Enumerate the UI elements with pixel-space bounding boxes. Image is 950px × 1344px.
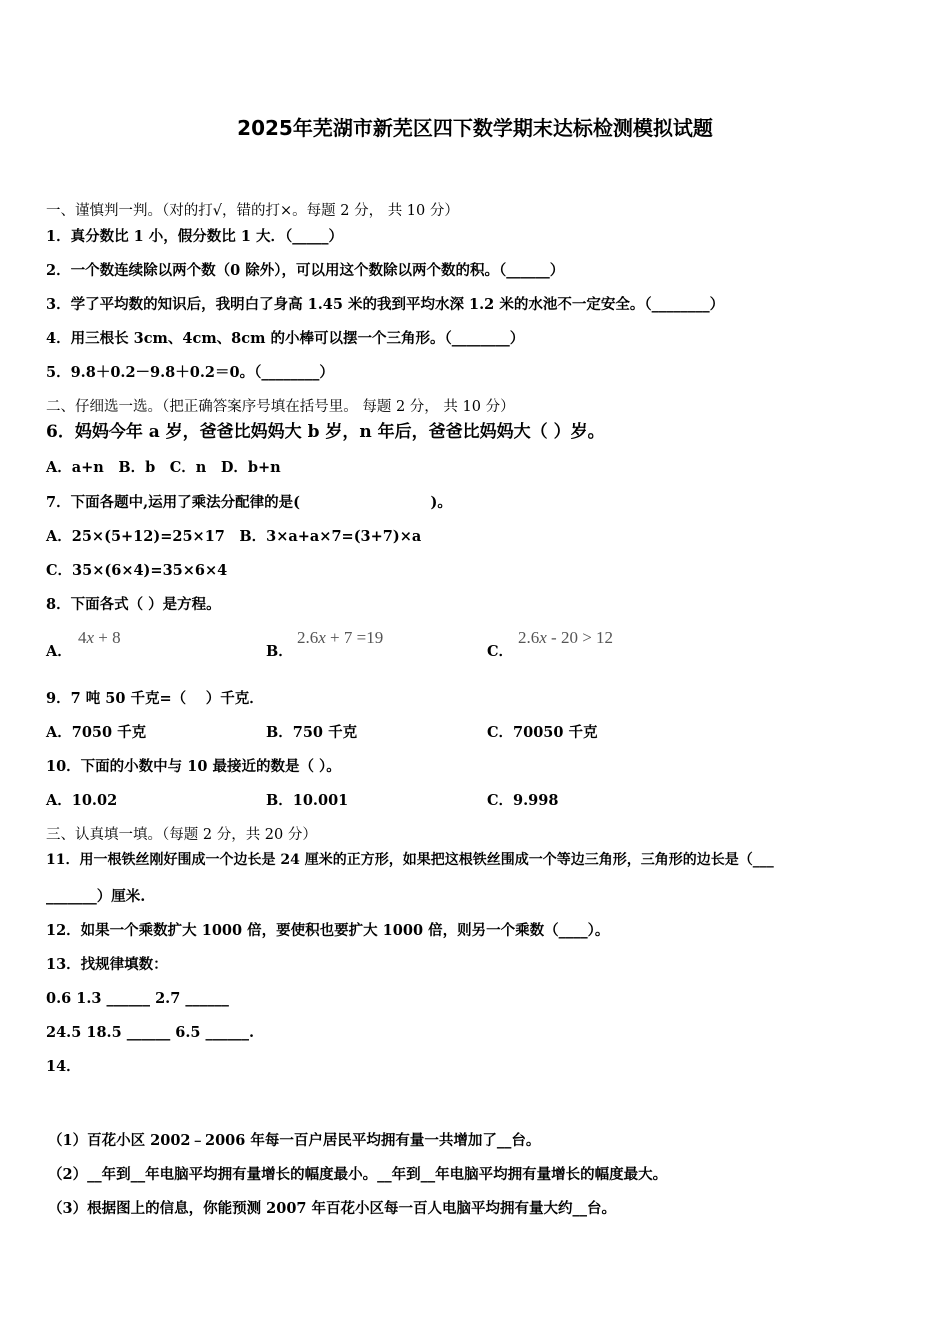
question-10-option-a: A．10.02	[46, 792, 118, 809]
question-6-options: A．a+n B．b C．n D．b+n	[46, 459, 281, 476]
question-14: 14．	[46, 1058, 81, 1075]
question-8-option-c-label: C．	[487, 643, 514, 660]
question-6: 6．妈妈今年 a 岁，爸爸比妈妈大 b 岁，n 年后，爸爸比妈妈大（ ）岁。	[46, 422, 605, 442]
question-8-option-b-expression: 2.6x + 7 =19	[297, 628, 384, 647]
section2-header: 二、仔细选一选。（把正确答案序号填在括号里。 每题 2 分， 共 10 分）	[46, 399, 515, 415]
question-14-part-3: （3）根据图上的信息，你能预测 2007 年百花小区每一百人电脑平均拥有量大约__台。	[48, 1200, 617, 1217]
question-8-option-a-expression: 4x + 8	[78, 628, 121, 647]
question-11-line1: 11．用一根铁丝刚好围成一个边长是 24 厘米的正方形，如果把这根铁丝围成一个等边三角形，三角形的边长是（___	[46, 852, 774, 868]
section1-header: 一、谨慎判一判。（对的打√，错的打×。每题 2 分， 共 10 分）	[46, 203, 459, 219]
question-2: 2．一个数连续除以两个数（0 除外），可以用这个数除以两个数的积。（______）	[46, 262, 565, 279]
question-5: 5．9.8＋0.2－9.8＋0.2＝0。（________）	[46, 364, 334, 381]
question-9-option-b: B．750 千克	[266, 724, 358, 741]
question-14-part-1: （1）百花小区 2002﹣2006 年每一百户居民平均拥有量一共增加了__台。	[48, 1132, 541, 1149]
page-title: 2025年芜湖市新芜区四下数学期末达标检测模拟试题	[237, 116, 713, 140]
question-8-option-a-label: A．	[46, 643, 72, 660]
question-13: 13．找规律填数：	[46, 956, 168, 973]
question-3: 3．学了平均数的知识后，我明白了身高 1.45 米的我到平均水深 1.2 米的水池不一定安全。（________）	[46, 296, 725, 313]
question-10-option-c: C．9.998	[487, 792, 559, 809]
question-7-option-c: C．35×(6×4)=35×6×4	[46, 562, 228, 579]
question-8: 8．下面各式（ ）是方程。	[46, 596, 221, 613]
question-8-option-c-expression: 2.6x - 20 > 12	[518, 628, 614, 647]
question-11-line2: _______）厘米.	[46, 888, 146, 905]
question-10: 10．下面的小数中与 10 最接近的数是（ ）。	[46, 758, 341, 775]
question-13-sequence-1: 0.6 1.3 ______ 2.7 ______	[46, 990, 229, 1007]
section3-header: 三、认真填一填。（每题 2 分，共 20 分）	[46, 827, 317, 843]
question-9: 9．7 吨 50 千克=（ ）千克．	[46, 690, 264, 707]
question-7-options-a-b: A．25×(5+12)=25×17 B．3×a+a×7=(3+7)×a	[46, 528, 422, 545]
question-9-option-a: A．7050 千克	[46, 724, 147, 741]
question-1: 1．真分数比 1 小，假分数比 1 大．（_____）	[46, 228, 343, 245]
question-8-option-b-label: B．	[266, 643, 293, 660]
question-7: 7．下面各题中,运用了乘法分配律的是( )。	[46, 494, 452, 511]
question-4: 4．用三根长 3cm、4cm、8cm 的小棒可以摆一个三角形。（________）	[46, 330, 525, 347]
question-10-option-b: B．10.001	[266, 792, 349, 809]
question-14-part-2: （2）__年到__年电脑平均拥有量增长的幅度最小。__年到__年电脑平均拥有量增长的幅度最大。	[48, 1166, 668, 1183]
question-9-option-c: C．70050 千克	[487, 724, 598, 741]
question-13-sequence-2: 24.5 18.5 ______ 6.5 ______.	[46, 1024, 255, 1041]
question-12: 12．如果一个乘数扩大 1000 倍，要使积也要扩大 1000 倍，则另一个乘数（____）。	[46, 922, 610, 939]
